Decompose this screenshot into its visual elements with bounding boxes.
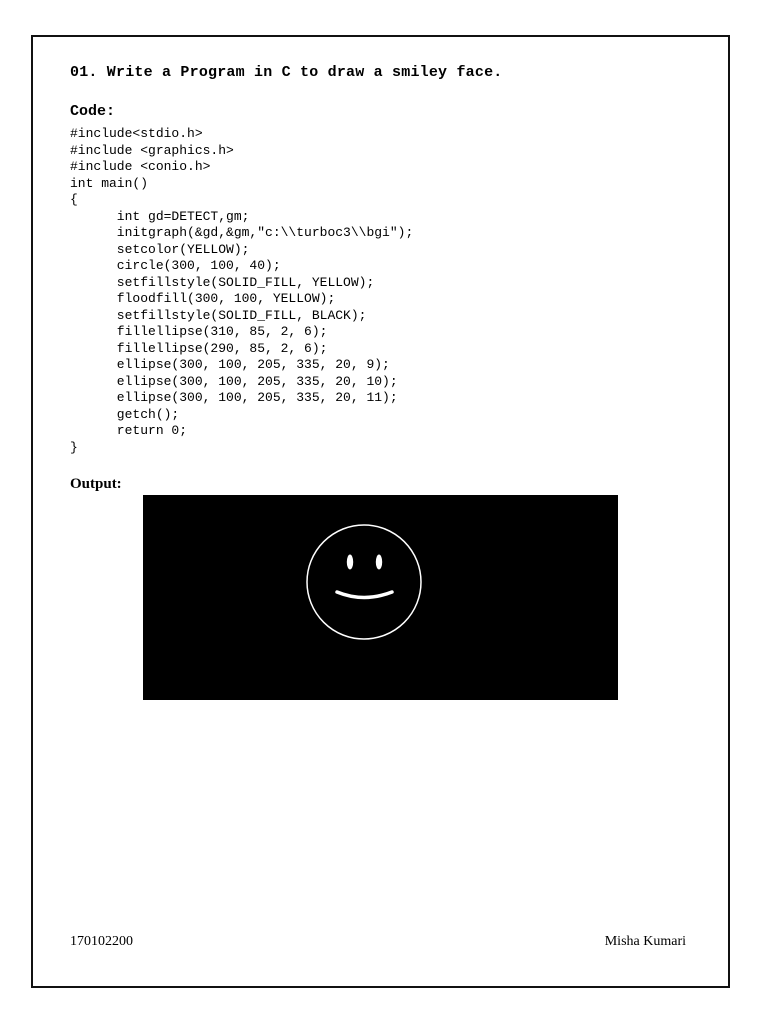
code-line: #include <graphics.h> [70,142,234,158]
code-line: fillellipse(310, 85, 2, 6); [70,324,328,339]
question-title: 01. Write a Program in C to draw a smiley face. [70,64,503,81]
code-line: #include<stdio.h> [70,126,203,141]
code-heading: Code: [70,103,116,120]
code-line: } [70,439,78,455]
output-heading: Output: [70,476,122,492]
author-name: Misha Kumari [604,934,686,949]
code-line: int main() [70,175,149,191]
code-line: setfillstyle(SOLID_FILL, BLACK); [70,307,367,323]
code-line: setfillstyle(SOLID_FILL, YELLOW); [70,274,375,290]
code-line: floodfill(300, 100, YELLOW); [70,291,336,306]
code-line: ellipse(300, 100, 205, 335, 20, 11); [70,390,398,405]
code-block [70,126,413,456]
code-line: return 0; [70,423,188,438]
roll-number: 170102200 [70,934,133,949]
smiley-face-drawing [143,495,618,700]
code-line: setcolor(YELLOW); [70,241,250,257]
right-eye [376,555,382,570]
code-line: ellipse(300, 100, 205, 335, 20, 10); [70,373,398,389]
left-eye [347,555,353,570]
smile-mouth [337,592,392,598]
code-line: ellipse(300, 100, 205, 335, 20, 9); [70,357,390,372]
code-line: getch(); [70,406,180,422]
face-circle [307,525,421,639]
code-line: { [70,192,78,207]
code-line: circle(300, 100, 40); [70,258,281,273]
code-line: fillellipse(290, 85, 2, 6); [70,340,328,356]
output-screen [143,495,618,700]
code-line: #include <conio.h> [70,159,211,174]
code-line: int gd=DETECT,gm; [70,208,250,224]
code-line: initgraph(&gd,&gm,"c:\\turboc3\\bgi"); [70,225,414,240]
